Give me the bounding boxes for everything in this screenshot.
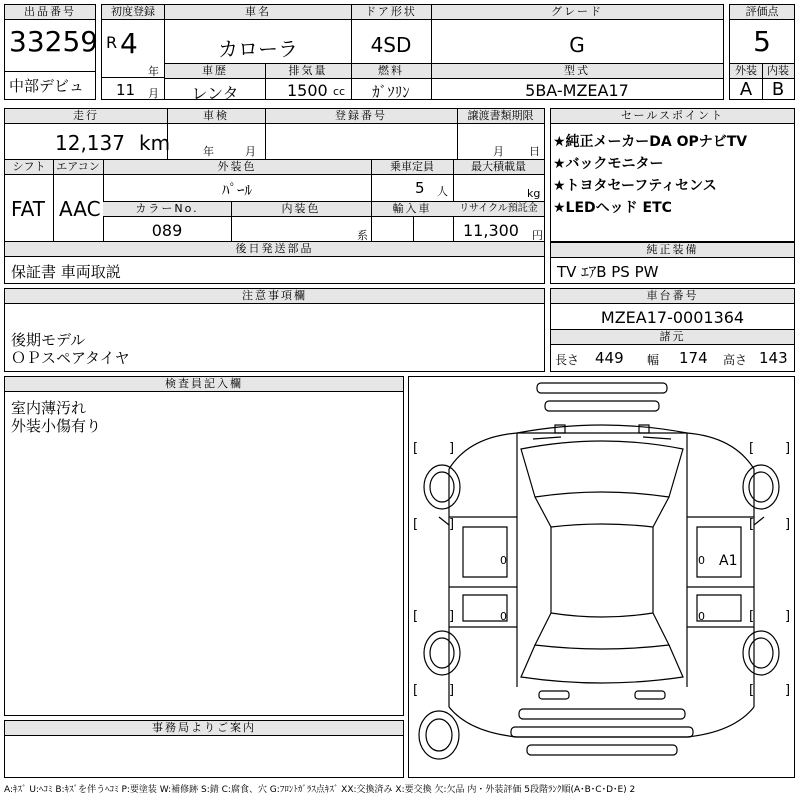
bracket-left: [: [413, 517, 419, 532]
ext-label: 外装: [730, 64, 762, 79]
color-no-label: カラーNo.: [103, 202, 231, 217]
height-label: 高さ: [723, 353, 748, 367]
diagram-mark: 0: [698, 610, 705, 623]
equipment-value: TV ｴｱB PS PW: [557, 263, 659, 281]
displacement: 1500: [287, 81, 328, 100]
month: 11: [116, 81, 136, 99]
load-label: 最大積載量: [453, 160, 544, 175]
mileage-label: 走行: [5, 109, 167, 124]
inspection-month-unit: 月: [245, 145, 256, 158]
fuel-label: 燃料: [351, 64, 431, 79]
model: 5BA-MZEA17: [525, 81, 629, 100]
first-reg-label: 初度登録: [102, 5, 164, 20]
transfer-label: 譲渡書類期限: [457, 109, 544, 124]
bracket-left: [: [749, 441, 755, 456]
car-name: カローラ: [218, 37, 298, 61]
capacity-label: 乗車定員: [371, 160, 453, 175]
car-diagram-box: [408, 376, 795, 778]
year: 4: [120, 27, 138, 60]
note-line: ＯＰスペアタイヤ: [11, 349, 130, 367]
door-type: 4SD: [370, 33, 412, 57]
length: 449: [595, 349, 624, 367]
year-unit: 年: [148, 65, 159, 78]
bracket-left: [: [749, 683, 755, 698]
length-label: 長さ: [555, 353, 580, 367]
lot-number: 33259: [9, 25, 99, 58]
inspector-line: 室内薄汚れ: [11, 399, 87, 417]
inspector-label: 検査員記入欄: [5, 377, 403, 392]
shift: FAT: [11, 197, 46, 221]
equipment-box: [550, 242, 795, 284]
bracket-left: [: [413, 441, 419, 456]
series-unit: 系: [357, 229, 368, 242]
selling-point-item: ★トヨタセーフティセンス: [553, 178, 717, 194]
km-unit: km: [139, 131, 171, 155]
selling-points-box: [550, 108, 795, 242]
transfer-day: 日: [529, 145, 540, 158]
ac: AAC: [59, 197, 101, 221]
chassis-label: 車台番号: [551, 289, 794, 304]
height: 143: [759, 349, 788, 367]
diagram-mark: 0: [500, 610, 507, 623]
inspector-box: [4, 376, 404, 716]
recycle: 11,300: [463, 221, 519, 240]
spec-label: 諸元: [551, 330, 794, 345]
bracket-right: ]: [785, 517, 791, 532]
model-label: 型式: [431, 64, 723, 79]
transfer-month-unit: 月: [493, 145, 504, 158]
reg-no-label: 登録番号: [265, 109, 457, 124]
fuel: ｶﾞｿﾘﾝ: [372, 83, 410, 101]
first-reg-box: [101, 4, 165, 100]
bracket-right: ]: [449, 517, 455, 532]
car-name-label: 車名: [165, 5, 351, 20]
lot-box: [4, 4, 99, 100]
displacement-label: 排気量: [265, 64, 351, 79]
bracket-left: [: [749, 517, 755, 532]
int-color-label: 内装色: [231, 202, 371, 217]
era: R: [106, 33, 118, 52]
persons-unit: 人: [437, 185, 448, 198]
mileage: 12,137: [55, 131, 125, 155]
bracket-right: ]: [785, 609, 791, 624]
recycle-label: リサイクル預託金: [453, 202, 544, 217]
bracket-left: [: [413, 609, 419, 624]
bracket-right: ]: [449, 609, 455, 624]
inspection-label: 車検: [167, 109, 265, 124]
diagram-mark: 0: [500, 554, 507, 567]
color-label: 外装色: [103, 160, 371, 175]
lot-label: 出品番号: [5, 5, 95, 20]
int-label: 内装: [762, 64, 794, 79]
legend: A:ｷｽﾞ U:ﾍｺﾐ B:ｷｽﾞを伴うﾍｺﾐ P:要塗装 W:補修跡 S:錆 C:腐食、穴 G:ﾌﾛﾝﾄｶﾞﾗｽ点ｷｽﾞ XX:交換済み X:要交換 欠:欠品 内・外装評価 5段階ﾗﾝｸ順(A･B･C･D･E) 2: [4, 785, 636, 795]
venue: 中部デビュ: [9, 77, 85, 95]
office-box: [4, 720, 404, 778]
door-label: ドア形状: [351, 5, 431, 20]
note-line: 後期モデル: [11, 331, 86, 349]
grade-label: グレード: [431, 5, 723, 20]
color-no: 089: [151, 221, 183, 240]
bracket-right: ]: [785, 441, 791, 456]
inspection-year-unit: 年: [203, 145, 214, 158]
ac-label: エアコン: [53, 160, 103, 175]
bracket-right: ]: [449, 683, 455, 698]
width: 174: [679, 349, 708, 367]
width-label: 幅: [647, 353, 660, 367]
chassis-box: [550, 288, 795, 372]
grade: G: [569, 33, 585, 57]
car-diagram: [409, 377, 794, 777]
bracket-left: [: [413, 683, 419, 698]
import-label: 輸入車: [371, 202, 453, 217]
chassis-number: MZEA17-0001364: [600, 308, 745, 327]
history: レンタ: [191, 84, 239, 103]
notes-box: [4, 288, 545, 372]
score-box: [729, 4, 795, 100]
selling-point-item: ★純正メーカーDA OPナビTV: [553, 134, 748, 150]
later-parts: 保証書 車両取説: [11, 263, 121, 281]
kg-unit: kg: [527, 187, 541, 200]
equipment-label: 純正装備: [551, 243, 794, 258]
later-parts-label: 後日発送部品: [5, 242, 544, 257]
score-label: 評価点: [730, 5, 794, 20]
office-label: 事務局よりご案内: [5, 721, 403, 736]
bracket-right: ]: [449, 441, 455, 456]
selling-point-item: ★バックモニター: [553, 156, 664, 172]
exterior-color: ﾊﾟｰﾙ: [221, 181, 252, 199]
selling-points-label: セールスポイント: [551, 109, 794, 124]
details-box: [4, 108, 545, 284]
shift-label: シフト: [5, 160, 53, 175]
int-grade: B: [771, 79, 785, 100]
capacity: 5: [415, 179, 425, 197]
diagram-mark: 0: [698, 554, 705, 567]
ext-grade: A: [739, 79, 753, 100]
notes-label: 注意事項欄: [5, 289, 544, 304]
score: 5: [753, 25, 771, 58]
history-label: 車歴: [165, 64, 265, 79]
diagram-mark: A1: [719, 553, 738, 569]
yen-unit: 円: [532, 229, 543, 242]
month-unit: 月: [148, 87, 159, 100]
bracket-left: [: [749, 609, 755, 624]
main-header-box: [164, 4, 724, 103]
selling-point-item: ★LEDヘッド ETC: [553, 200, 672, 216]
cc-unit: cc: [333, 85, 346, 98]
bracket-right: ]: [785, 683, 791, 698]
inspector-line: 外装小傷有り: [11, 417, 102, 435]
